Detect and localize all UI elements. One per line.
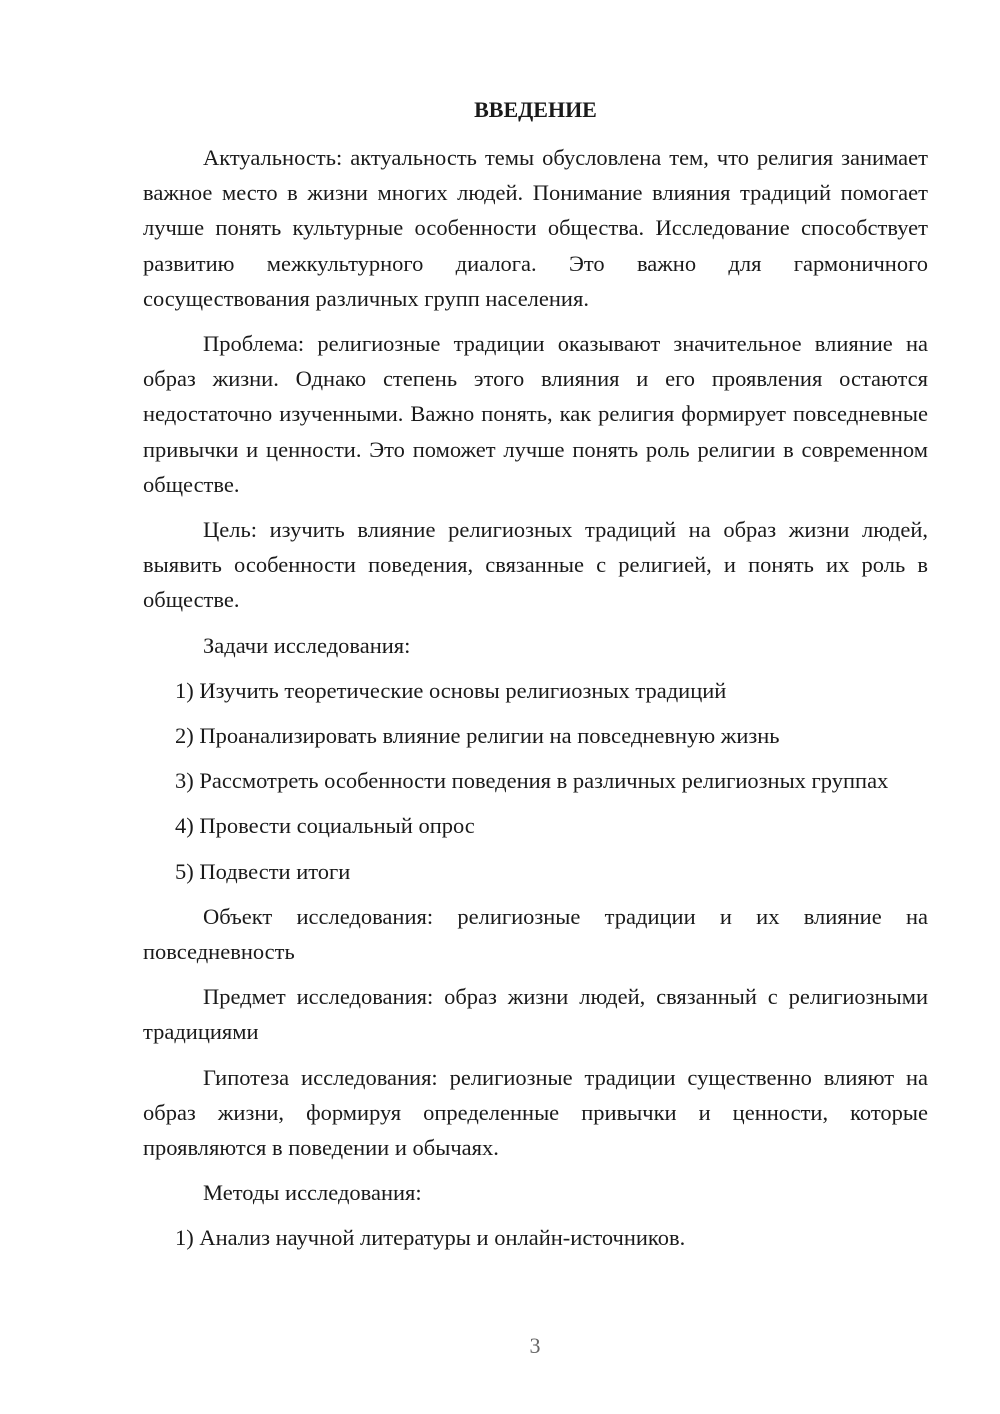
paragraph-hypothesis: Гипотеза исследования: религиозные традиции существенно влияют на образ жизни, формируя определенные привычки и ценности, которые проявляются в поведении и обычаях. [143,1064,928,1161]
paragraph-subject: Предмет исследования: образ жизни людей, связанный с религиозными традициями [143,984,928,1045]
paragraph-problem: Проблема: религиозные традиции оказывают значительное влияние на образ жизни. Однако степень этого влияния и его проявления остаются недостаточно изученными. Важно понять, как религия формирует повседневные привычки и ценности. Это поможет лучше понять роль религии в современном обществе. [143,331,928,497]
paragraph-object: Объект исследования: религиозные традиции и их влияние на повседневность [143,903,928,965]
task-item-3: 3) Рассмотреть особенности поведения в различных религиозных группах [175,768,889,794]
task-item-4: 4) Провести социальный опрос [175,813,475,839]
method-item-1: 1) Анализ научной литературы и онлайн-источников. [175,1225,686,1251]
page-number: 3 [529,1333,541,1358]
document-page [143,92,928,1266]
task-item-2: 2) Проанализировать влияние религии на повседневную жизнь [175,723,780,749]
paragraph-goal: Цель: изучить влияние религиозных традиций на образ жизни людей, выявить особенности поведения, связанные с религией, и понять их роль в обществе. [143,517,928,613]
paragraph-relevance: Актуальность: актуальность темы обусловлена тем, что религия занимает важное место в жизни многих людей. Понимание влияния традиций помогает лучше понять культурные особенности общества. Исследование способствует развитию межкультурного диалога. Это важно для гармоничного сосуществования различных групп населения. [143,145,928,311]
section-heading: ВВЕДЕНИЕ [474,97,597,122]
task-item-1: 1) Изучить теоретические основы религиозных традиций [175,677,727,703]
paragraph-tasks-title: Задачи исследования: [203,632,411,658]
paragraph-methods-title: Методы исследования: [203,1180,422,1206]
task-item-5: 5) Подвести итоги [175,858,351,884]
